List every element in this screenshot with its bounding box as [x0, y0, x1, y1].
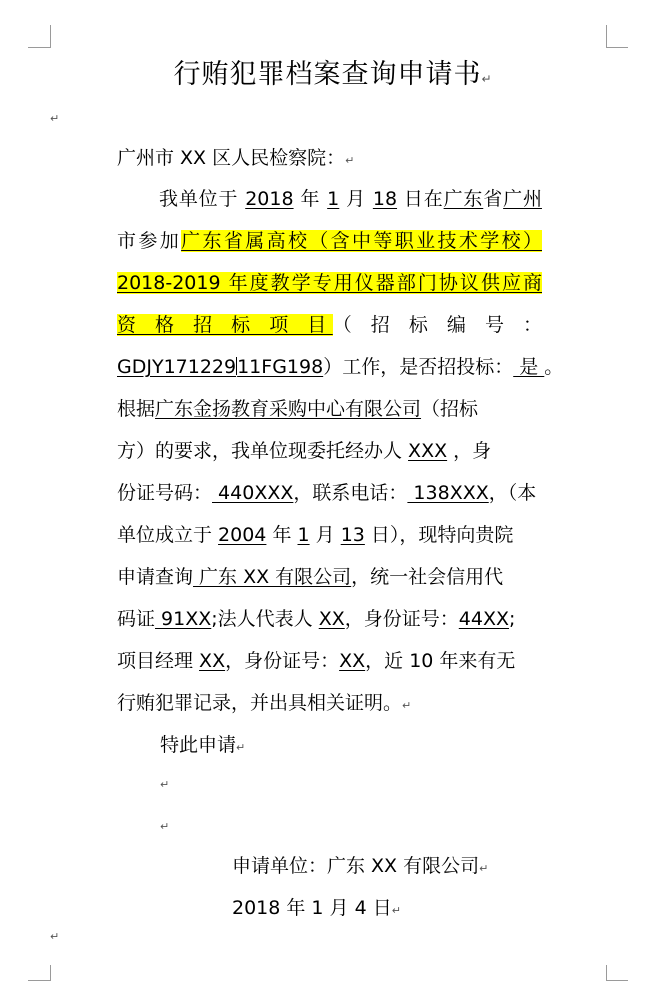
city: 广州	[503, 188, 542, 210]
project-name-part-3: 资 格 招 标 项 目	[117, 314, 333, 336]
project-name-part-1: 广东省属高校（含中等职业技术学校）	[181, 230, 542, 252]
application-date: 2018 年 1 月 4 日	[232, 897, 392, 919]
body-line-5: GDJY17122911FG198）工作，是否招投标： 是 。	[117, 356, 564, 378]
apply-day: 18	[372, 188, 398, 210]
project-manager: XX	[199, 650, 226, 672]
founding-day: 13	[340, 524, 365, 546]
paragraph-mark-icon: ↵	[50, 112, 60, 125]
applicant-line	[232, 851, 488, 878]
crop-mark-top-left-v	[50, 25, 51, 48]
crop-mark-top-right-h	[606, 47, 628, 48]
tender-code: GDJY17122911FG198	[117, 356, 324, 378]
body-line-8: 份证号码： 440XXX，联系电话： 138XXX，（本	[117, 482, 537, 504]
paragraph-mark-icon: ↵	[402, 699, 412, 712]
date-line	[232, 893, 401, 920]
applicant: 申请单位：广东 XX 有限公司	[232, 855, 480, 877]
crop-mark-top-right-v	[606, 25, 607, 48]
paragraph-mark-icon: ↵	[391, 904, 401, 917]
closing-text: 特此申请	[160, 734, 237, 756]
founding-month: 1	[297, 524, 310, 546]
body-line-10: 申请查询 广东 XX 有限公司，统一社会信用代	[117, 566, 504, 588]
crop-mark-top-left-h	[28, 47, 50, 48]
credit-code: 91XX	[155, 608, 212, 630]
body-line-11: 码证 91XX;法人代表人 XX，身份证号：44XX;	[117, 608, 516, 630]
body-line-7: 方）的要求，我单位现委托经办人 XXX ，身	[117, 440, 492, 462]
paragraph-mark-icon: ↵	[479, 862, 489, 875]
paragraph-mark-icon: ↵	[481, 72, 493, 86]
paragraph-mark-icon: ↵	[160, 778, 170, 791]
legal-representative: XX	[318, 608, 345, 630]
project-manager-id: XX	[339, 650, 366, 672]
body-line-12: 项目经理 XX，身份证号：XX，近 10 年来有无	[117, 650, 516, 672]
legal-rep-id: 44XX	[458, 608, 509, 630]
agent-phone: 138XXX	[407, 482, 489, 504]
body-line-1: 我单位于 2018 年 1 月 18 日在广东省广州	[159, 188, 542, 210]
apply-month: 1	[327, 188, 340, 210]
paragraph-mark-icon: ↵	[345, 154, 355, 167]
closing-line	[160, 730, 245, 757]
body-line-2: 市参加广东省属高校（含中等职业技术学校）	[117, 230, 542, 252]
tender-agency: 广东金扬教育采购中心有限公司	[155, 398, 422, 420]
crop-mark-bottom-left-v	[50, 965, 51, 981]
paragraph-mark-icon: ↵	[50, 930, 60, 943]
body-line-9: 单位成立于 2004 年 1 月 13 日），现特向贵院	[117, 524, 514, 546]
body-line-6: 根据广东金扬教育采购中心有限公司（招标	[117, 398, 479, 420]
addressee-line	[117, 143, 354, 170]
project-name-part-2: 2018-2019 年度教学专用仪器部门协议供应商	[117, 272, 542, 294]
tender-answer: 是	[513, 356, 545, 378]
agent-name: XXX	[408, 440, 448, 462]
agent-id-number: 440XXX	[212, 482, 294, 504]
document-title	[0, 52, 666, 91]
province: 广东	[443, 188, 484, 210]
founding-year: 2004	[218, 524, 267, 546]
paragraph-mark-icon: ↵	[160, 820, 170, 833]
addressee: 广州市 XX 区人民检察院：	[117, 147, 346, 169]
document-title-text: 行贿犯罪档案查询申请书	[173, 59, 482, 90]
paragraph-mark-icon: ↵	[236, 741, 246, 754]
crop-mark-bottom-right-h	[606, 980, 628, 981]
company-name: 广东 XX 有限公司	[193, 566, 352, 588]
body-line-3	[117, 268, 542, 295]
apply-year: 2018	[245, 188, 294, 210]
body-line-13: 行贿犯罪记录，并出具相关证明。↵	[117, 692, 412, 714]
crop-mark-bottom-left-h	[28, 980, 50, 981]
crop-mark-bottom-right-v	[606, 965, 607, 981]
body-line-4: 资 格 招 标 项 目（ 招 标 编 号 ：	[117, 314, 542, 336]
